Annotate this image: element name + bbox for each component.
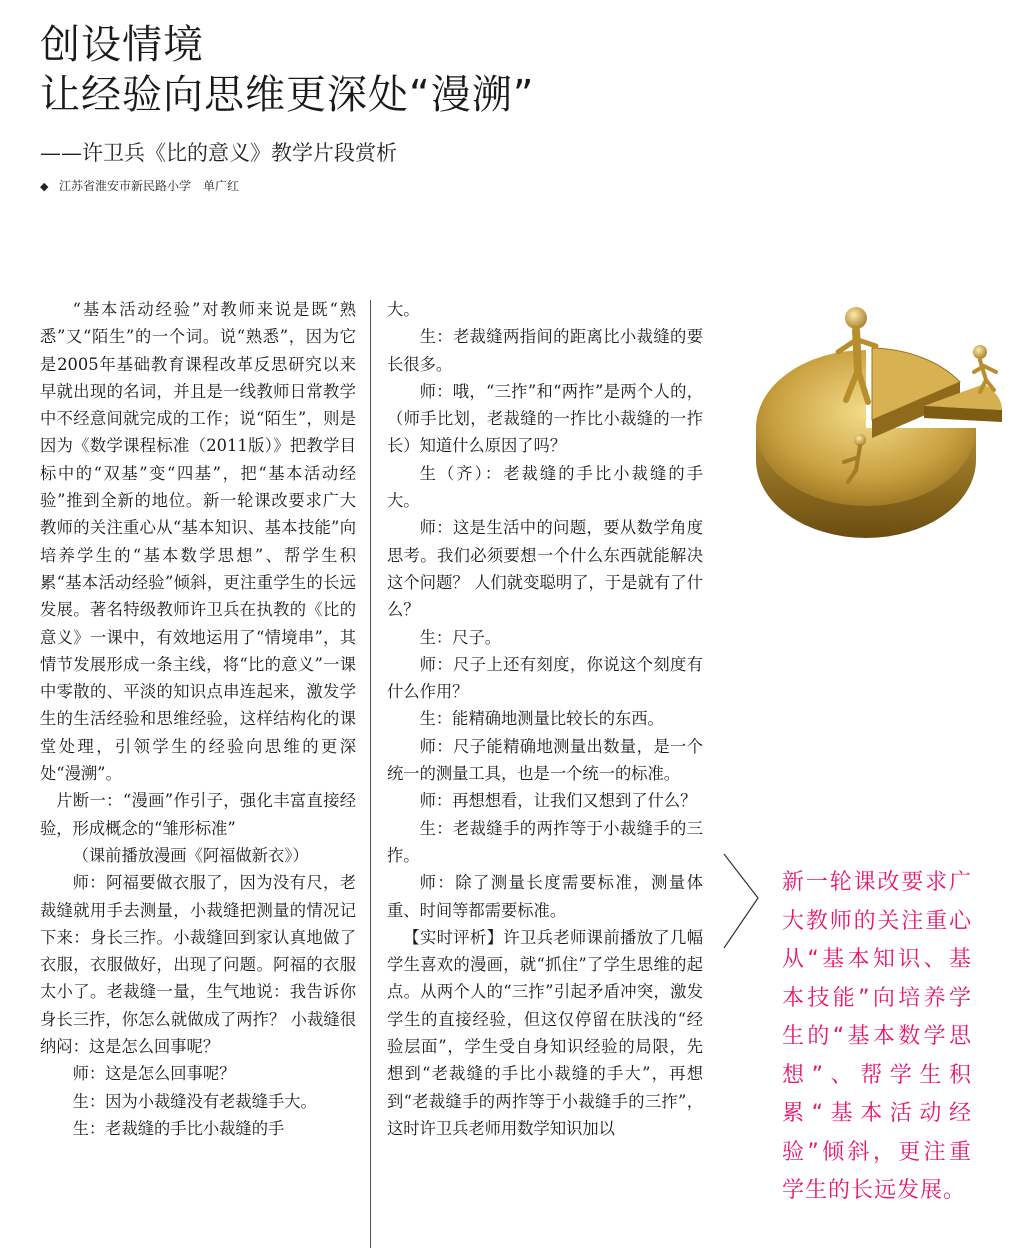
author-line xyxy=(40,177,239,196)
callout-bracket xyxy=(722,852,762,972)
title-line-2: 让经验向思维更深处“漫溯” xyxy=(40,72,535,118)
pull-quote: 新一轮课改要求广大教师的关注重心从“基本知识、基本技能”向培养学生的“基本数学思想”、帮学生积累“基本活动经验”倾斜，更注重学生的长远发展。 xyxy=(782,870,972,1203)
author-text: 江苏省淮安市新民路小学 单广红 xyxy=(59,179,240,193)
left-paragraph: “基本活动经验”对教师来说是既“熟悉”又“陌生”的一个词。说“熟悉”，因为它是2005年基础教育课程改革反思研究以来早就出现的名词，并且是一线教师日常教学中不经意间就完成的工作；说“陌生”，则是因为《数学课程标准（2011版）》把教学目标中的“双基”变“四基”，把“基本活动经验”推到全新的地位。新一轮课改要求广大教师的关注重心从“基本知识、基本技能”向培养学生的“基本数学思想”、帮学生积累“基本活动经验”倾斜，更注重学生的长远发展。著名特级教师许卫兵在执教的《比的意义》一课中，有效地运用了“情境串”，其情节发展形成一条主线，将“比的意义”一课中零散的、平淡的知识点串连起来，激发学生的生活经验和思维经验，这样结构化的课堂处理，引领学生的经验向思维的更深处“漫溯”。 xyxy=(40,300,356,784)
middle-paragraph: 生：尺子。 xyxy=(419,627,502,647)
column-middle xyxy=(387,296,703,1142)
middle-paragraph: 生（齐）：老裁缝的手比小裁缝的手大。 xyxy=(387,463,703,511)
middle-paragraph: 生：老裁缝两指间的距离比小裁缝的要长很多。 xyxy=(387,327,703,374)
article-title xyxy=(40,20,534,120)
middle-paragraph: 师：再想想看，让我们又想到了什么？ xyxy=(419,791,697,811)
middle-paragraph: 生：能精确地测量比较长的东西。 xyxy=(419,709,664,729)
middle-paragraph: 师：除了测量长度需要标准，测量体重、时间等都需要标准。 xyxy=(387,873,703,920)
middle-paragraph: 师：这是生活中的问题，要从数学角度思考。我们必须要想一个什么东西就能解决这个问题？ 人们就变聪明了，于是就有了什么？ xyxy=(387,518,703,620)
middle-paragraph: 【实时评析】许卫兵老师课前播放了几幅学生喜欢的漫画，就“抓住”了学生思维的起点。从两个人的“三拃”引起矛盾冲突，激发学生的直接经验，但这仅停留在肤浅的“经验层面”，学生受自身知识经验的局限，先想到“老裁缝的手比小裁缝的手大”，再想到“老裁缝手的两拃等于小裁缝手的三拃”，这时许卫兵老师用数学知识加以 xyxy=(387,927,703,1138)
left-paragraph: 生：老裁缝的手比小裁缝的手 xyxy=(72,1118,285,1138)
diamond-icon: ◆ xyxy=(40,180,49,193)
middle-paragraph: 师：哦，“三拃”和“两拃”是两个人的，（师手比划，老裁缝的一拃比小裁缝的一拃长）知道什么原因了吗？ xyxy=(387,381,703,456)
middle-paragraph: 师：尺子能精确地测量出数量，是一个统一的测量工具，也是一个统一的标准。 xyxy=(387,736,703,784)
left-paragraph: 片断一：“漫画”作引子，强化丰富直接经验，形成概念的“雏形标准” xyxy=(40,791,356,838)
column-left xyxy=(40,296,356,1142)
left-paragraph: 师：这是怎么回事呢？ xyxy=(72,1064,236,1084)
column-divider xyxy=(370,300,371,1248)
pie-figures-illustration xyxy=(748,300,1024,550)
left-paragraph: （课前播放漫画《阿福做新衣》） xyxy=(72,845,309,865)
left-paragraph: 生：因为小裁缝没有老裁缝手大。 xyxy=(72,1091,317,1111)
left-paragraph: 师：阿福要做衣服了，因为没有尺，老裁缝就用手去测量，小裁缝把测量的情况记下来：身长三拃。小裁缝回到家认真地做了衣服，衣服做好，出现了问题。阿福的衣服太小了。老裁缝一量，生气地说：我告诉你身长三拃，你怎么就做成了两拃？ 小裁缝很纳闷：这是怎么回事呢？ xyxy=(40,873,356,1057)
middle-paragraph: 生：老裁缝手的两拃等于小裁缝手的三拃。 xyxy=(387,818,703,865)
middle-paragraph: 师：尺子上还有刻度，你说这个刻度有什么作用？ xyxy=(387,654,703,702)
article-subtitle: ——许卫兵《比的意义》教学片段赏析 xyxy=(40,141,397,165)
title-line-1: 创设情境 xyxy=(40,22,204,68)
middle-paragraph: 大。 xyxy=(387,300,420,319)
